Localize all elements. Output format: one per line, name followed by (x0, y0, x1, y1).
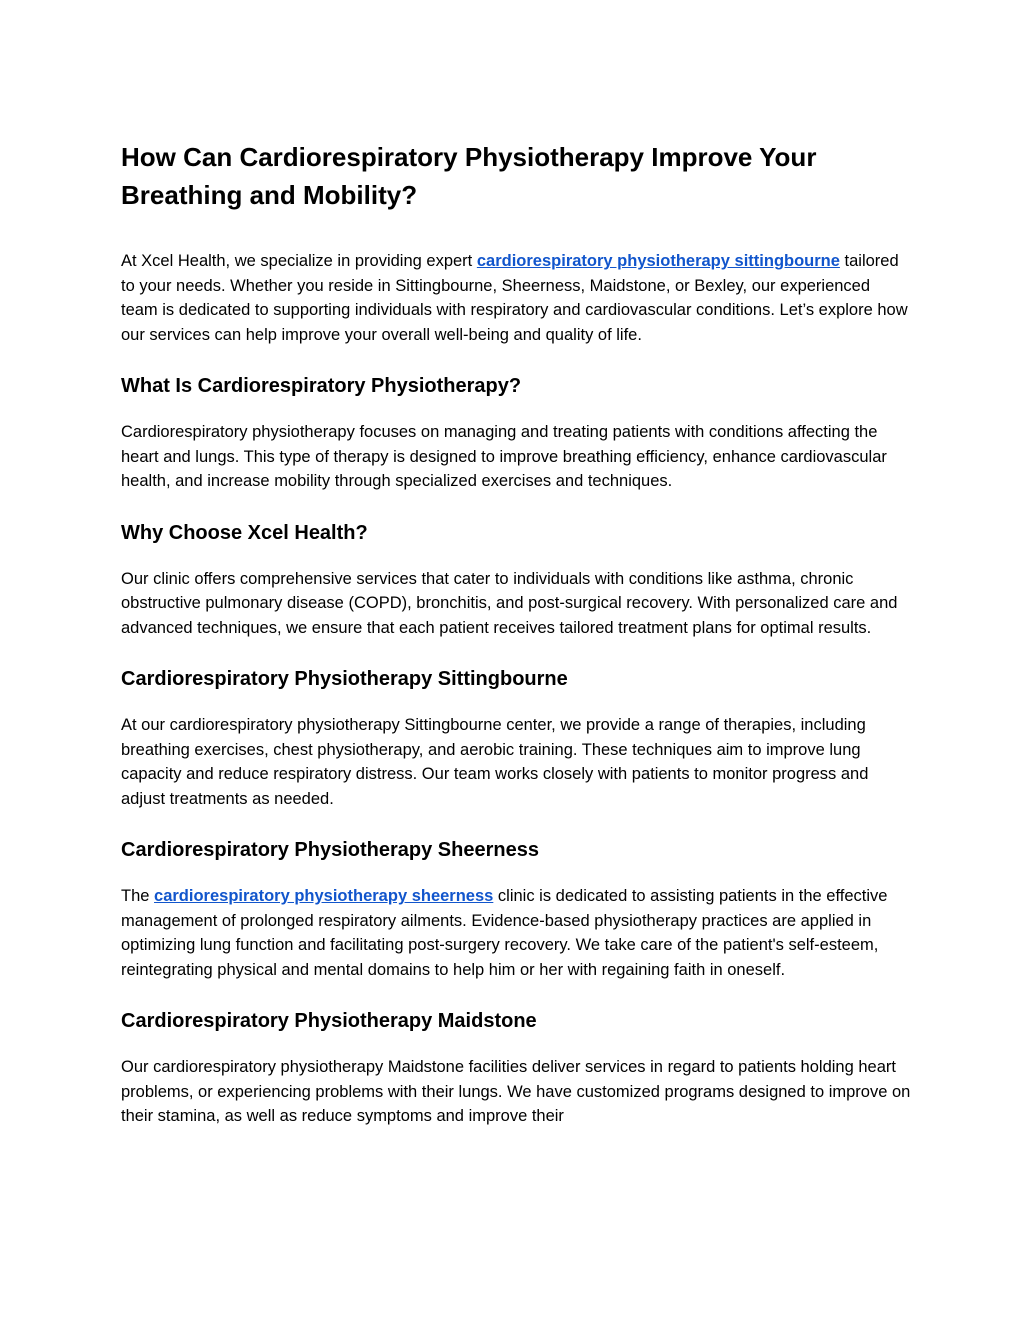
sheerness-text-after-link: clinic is dedicated to assisting patients in the effective management of prolonged respiratory ailments. Evidence-based physiotherapy practices are applied in optimizing lung function and facilitating post-surgery recovery. We take care of the patient's self-esteem, reintegrating physical and mental domains to help him or her with regaining faith in oneself. (121, 887, 888, 979)
heading-what-is: What Is Cardiorespiratory Physiotherapy? (121, 375, 522, 397)
heading-why-choose: Why Choose Xcel Health? (121, 521, 368, 544)
heading-sittingbourne: Cardiorespiratory Physiotherapy Sittingbourne (121, 668, 568, 690)
document-content (121, 138, 911, 1129)
page-title: How Can Cardiorespiratory Physiotherapy Improve Your Breathing and Mobility? (121, 142, 817, 210)
paragraph-what-is: Cardiorespiratory physiotherapy focuses on managing and treating patients with conditions affecting the heart and lungs. This type of therapy is designed to improve breathing efficiency, enhance cardiovascular health, and increase mobility through specialized exercises and techniques. (121, 423, 887, 490)
intro-text-before-link: At Xcel Health, we specialize in providing expert (121, 252, 477, 270)
sittingbourne-link[interactable]: cardiorespiratory physiotherapy sittingbourne (476, 252, 840, 270)
intro-text-after-link: tailored to your needs. Whether you reside in Sittingbourne, Sheerness, Maidstone, or Bexley, our experienced team is dedicated to supporting individuals with respiratory and cardiovascular conditions. Let’s explore how our services can help improve your overall well-being and quality of life. (121, 252, 908, 344)
sheerness-link[interactable]: cardiorespiratory physiotherapy sheerness (154, 887, 494, 905)
paragraph-sheerness (121, 884, 911, 982)
sheerness-text-before-link: The (121, 887, 155, 905)
paragraph-why-choose: Our clinic offers comprehensive services that cater to individuals with conditions like asthma, chronic obstructive pulmonary disease (COPD), bronchitis, and post-surgical recovery. With personalized care and advanced techniques, we ensure that each patient receives tailored treatment plans for optimal results. (121, 569, 898, 637)
heading-sheerness: Cardiorespiratory Physiotherapy Sheerness (121, 839, 539, 861)
paragraph-sittingbourne: At our cardiorespiratory physiotherapy Sittingbourne center, we provide a range of therapies, including breathing exercises, chest physiotherapy, and aerobic training. These techniques aim to improve lung capacity and reduce respiratory distress. Our team works closely with patients to monitor progress and adjust treatments as needed. (121, 716, 869, 808)
heading-maidstone: Cardiorespiratory Physiotherapy Maidstone (121, 1010, 537, 1032)
intro-paragraph (121, 249, 911, 347)
paragraph-maidstone: Our cardiorespiratory physiotherapy Maidstone facilities deliver services in regard to patients holding heart problems, or experiencing problems with their lungs. We have customized programs designed to improve on their stamina, as well as reduce symptoms and improve their (121, 1058, 911, 1125)
